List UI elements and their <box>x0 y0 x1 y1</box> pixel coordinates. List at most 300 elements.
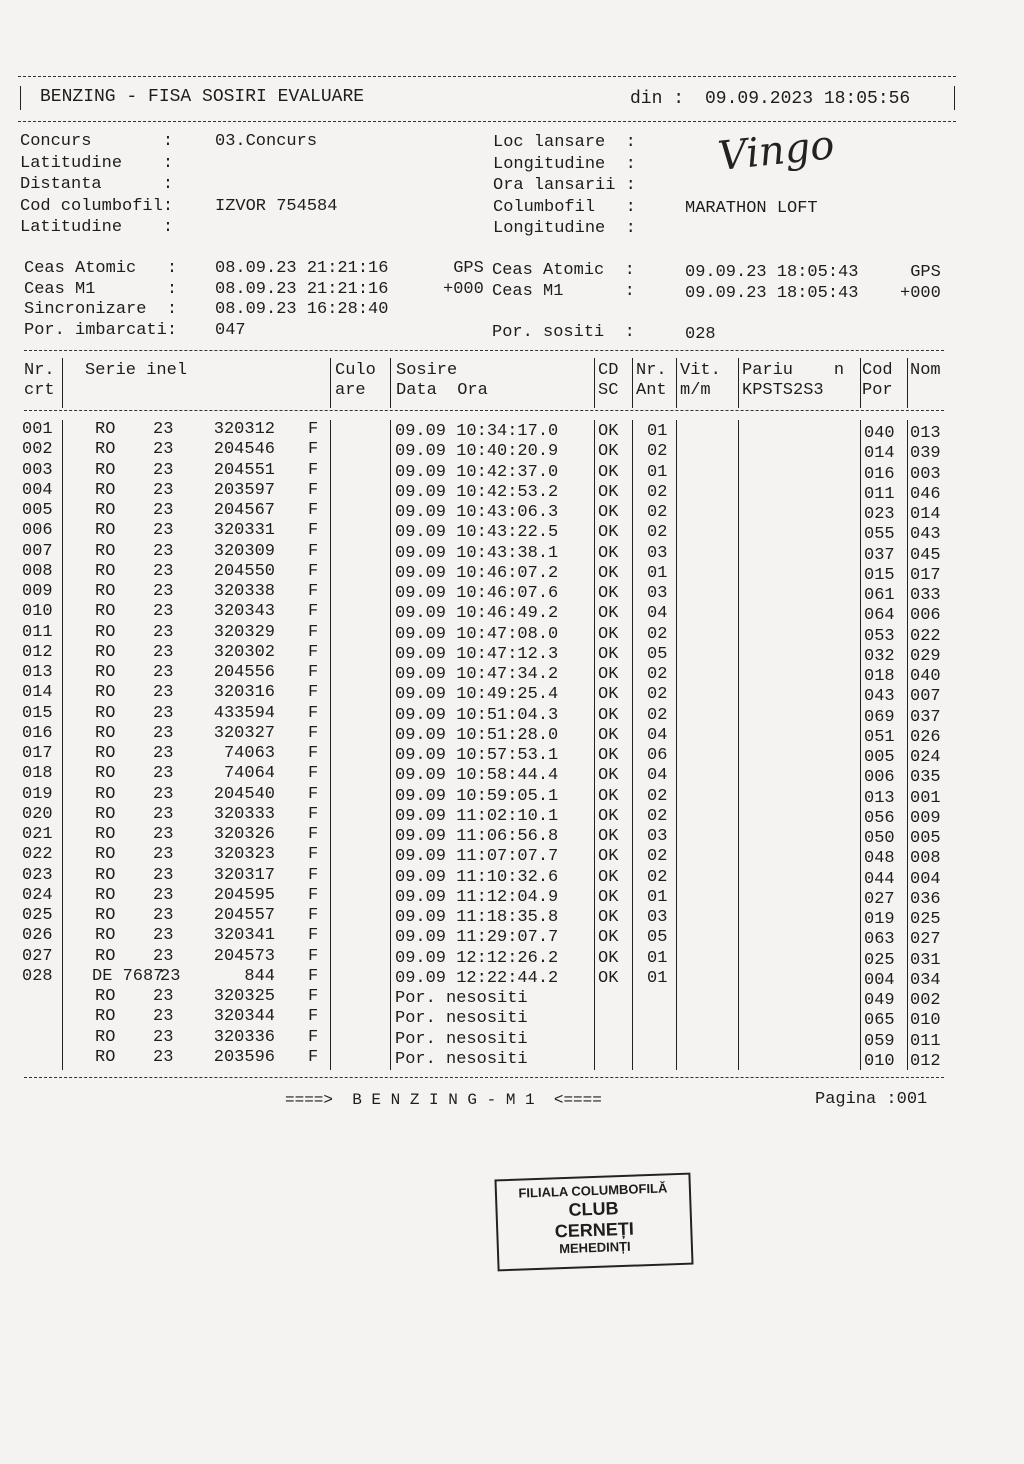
clock-value: 08.09.23 21:21:16 <box>215 259 389 278</box>
ring-number: 74064 <box>223 764 275 784</box>
column-header-cd: CD <box>598 361 619 380</box>
nom-number: 024 <box>910 748 941 767</box>
ring-number: 320316 <box>213 683 275 703</box>
ring-year: 23 <box>153 460 174 480</box>
antenna-number: 02 <box>647 847 668 867</box>
column-header-ant-sub: Ant <box>636 381 667 400</box>
column-header-sosire: Sosire <box>396 361 458 380</box>
info-label: Loc lansare : <box>493 133 636 152</box>
ring-year: 23 <box>153 825 174 844</box>
sex: F <box>308 683 319 703</box>
ring-number: 320333 <box>213 804 275 824</box>
arrival-time: 09.09 10:58:44.4 <box>395 766 559 786</box>
column-divider <box>390 420 391 1070</box>
row-number: 023 <box>22 865 53 885</box>
antenna-number: 02 <box>647 867 668 887</box>
pigeon-code: 049 <box>864 991 895 1010</box>
column-divider <box>860 420 861 1070</box>
antenna-number: 02 <box>647 705 668 725</box>
sex: F <box>308 602 319 622</box>
ring-year: 23 <box>153 906 174 925</box>
row-number: 017 <box>22 744 53 763</box>
column-header-sosire-sub: Data Ora <box>396 381 488 400</box>
arrival-time: 09.09 10:46:07.2 <box>395 563 559 583</box>
column-divider <box>62 358 63 408</box>
column-divider <box>330 358 331 408</box>
ring-year: 23 <box>153 622 174 642</box>
ring-country: RO <box>95 885 116 905</box>
pigeon-code: 019 <box>864 910 895 929</box>
header-border-right <box>954 86 955 110</box>
ring-year: 23 <box>153 1047 174 1067</box>
antenna-number: 03 <box>647 827 668 846</box>
column-header-serie: Serie inel <box>85 361 188 380</box>
ring-number: 204540 <box>213 784 275 804</box>
check-status: OK <box>598 908 619 927</box>
clock-suffix: GPS <box>443 259 484 278</box>
check-status: OK <box>598 705 619 725</box>
sex: F <box>308 541 319 561</box>
info-value: 03.Concurs <box>215 132 318 151</box>
check-status: OK <box>598 503 619 522</box>
info-label: Cod columbofil: <box>20 196 174 216</box>
row-number: 016 <box>22 723 53 743</box>
ring-country: DE 7687 <box>92 966 164 986</box>
table-bottom-rule <box>24 1077 944 1078</box>
column-divider <box>594 420 595 1070</box>
nom-number: 027 <box>910 930 941 950</box>
ring-country: RO <box>95 602 116 622</box>
ring-number: 320329 <box>213 622 275 642</box>
ring-country: RO <box>95 642 116 662</box>
nom-number: 005 <box>910 829 941 848</box>
ring-year: 23 <box>153 987 174 1006</box>
antenna-number: 03 <box>647 584 668 603</box>
sex: F <box>308 784 319 804</box>
antenna-number: 02 <box>647 806 668 826</box>
antenna-number: 01 <box>647 968 668 988</box>
pigeon-code: 063 <box>864 930 895 950</box>
column-header-culoare: Culo <box>335 361 376 380</box>
ring-number: 320327 <box>213 723 275 743</box>
nom-number: 001 <box>910 788 941 808</box>
nom-number: 031 <box>910 950 941 970</box>
nom-number: 006 <box>910 606 941 626</box>
column-header-pariu: Pariu n <box>742 361 845 380</box>
ring-number: 320338 <box>213 582 275 601</box>
ring-number: 203596 <box>213 1047 275 1067</box>
check-status: OK <box>598 806 619 826</box>
pigeon-code: 051 <box>864 727 895 747</box>
ring-country: RO <box>95 926 116 946</box>
report-date-label: din : <box>630 89 685 109</box>
pigeon-code: 037 <box>864 545 895 565</box>
ring-country: RO <box>95 561 116 581</box>
ring-country: RO <box>95 501 116 520</box>
ring-year: 23 <box>153 561 174 581</box>
ring-number: 320323 <box>213 845 275 865</box>
ring-number: 203597 <box>213 480 275 500</box>
clock-suffix: +000 <box>443 279 484 299</box>
row-number: 028 <box>22 966 53 986</box>
column-divider <box>632 358 633 408</box>
ring-year: 23 <box>153 420 174 439</box>
row-number: 024 <box>22 885 53 905</box>
info-label: Columbofil : <box>493 197 636 217</box>
sex: F <box>308 582 319 601</box>
ring-country: RO <box>95 1027 116 1047</box>
pigeon-code: 014 <box>864 444 895 464</box>
ring-country: RO <box>95 663 116 682</box>
arrival-time: 09.09 10:43:22.5 <box>395 523 559 543</box>
footer-banner: ====> B E N Z I N G - M 1 <==== <box>285 1091 602 1109</box>
table-top-rule <box>24 350 944 351</box>
pigeon-code: 064 <box>864 606 895 626</box>
arrival-time: 09.09 10:47:34.2 <box>395 665 559 684</box>
antenna-number: 02 <box>647 442 668 462</box>
ring-number: 204551 <box>213 460 275 480</box>
ring-year: 23 <box>153 946 174 966</box>
column-header-cod: Cod <box>862 361 893 380</box>
sex: F <box>308 845 319 865</box>
arrival-time: 09.09 12:12:26.2 <box>395 948 559 968</box>
ring-country: RO <box>95 1007 116 1027</box>
antenna-number: 05 <box>647 644 668 664</box>
row-number: 026 <box>22 926 53 946</box>
clock-label: Ceas Atomic : <box>492 261 635 280</box>
info-label: Distanta : <box>20 175 174 194</box>
antenna-number: 01 <box>647 948 668 968</box>
pigeon-code: 025 <box>864 950 895 970</box>
clock-value: 09.09.23 18:05:43 <box>685 263 859 282</box>
antenna-number: 02 <box>647 624 668 644</box>
arrival-time: Por. nesositi <box>395 1009 528 1029</box>
row-number: 010 <box>22 602 53 622</box>
row-number: 001 <box>22 420 53 439</box>
arrival-time: 09.09 11:02:10.1 <box>395 806 559 826</box>
sex: F <box>308 663 319 682</box>
table-header-rule <box>24 410 944 411</box>
ring-number: 320344 <box>213 1007 275 1027</box>
signature: Vingo <box>715 122 837 180</box>
sex: F <box>308 764 319 784</box>
row-number: 005 <box>22 501 53 520</box>
antenna-number: 04 <box>647 725 668 745</box>
check-status: OK <box>598 422 619 441</box>
stamp-line-3: CERNEȚI <box>554 1218 635 1242</box>
ring-country: RO <box>95 744 116 763</box>
column-divider <box>594 358 595 408</box>
sex: F <box>308 703 319 723</box>
ring-number: 320331 <box>213 521 275 541</box>
ring-number: 320341 <box>213 926 275 946</box>
ring-country: RO <box>95 683 116 703</box>
nom-number: 029 <box>910 646 941 666</box>
check-status: OK <box>598 523 619 543</box>
ring-number: 320302 <box>213 642 275 662</box>
ring-number: 204567 <box>213 501 275 520</box>
column-divider <box>330 420 331 1070</box>
info-label: Concurs : <box>20 132 174 151</box>
column-divider <box>860 358 861 408</box>
check-status: OK <box>598 928 619 948</box>
pigeon-code: 059 <box>864 1031 895 1051</box>
page-number: Pagina :001 <box>815 1090 928 1109</box>
nom-number: 008 <box>910 849 941 869</box>
nom-number: 040 <box>910 667 941 686</box>
clock-label: Sincronizare : <box>24 300 178 319</box>
check-status: OK <box>598 624 619 644</box>
clock-label: Ceas M1 : <box>24 279 178 299</box>
antenna-number: 01 <box>647 462 668 482</box>
check-status: OK <box>598 725 619 745</box>
check-status: OK <box>598 786 619 806</box>
sex: F <box>308 460 319 480</box>
row-number: 003 <box>22 460 53 480</box>
column-divider <box>907 420 908 1070</box>
antenna-number: 02 <box>647 523 668 543</box>
pigeon-code: 006 <box>864 768 895 788</box>
column-header-nom: Nom <box>910 361 941 380</box>
nom-number: 004 <box>910 869 941 889</box>
nom-number: 022 <box>910 626 941 646</box>
info-label: Ora lansarii : <box>493 176 636 195</box>
row-number: 027 <box>22 946 53 966</box>
arrival-time: 09.09 10:57:53.1 <box>395 746 559 765</box>
column-divider <box>907 358 908 408</box>
ring-number: 204556 <box>213 663 275 682</box>
pigeon-code: 065 <box>864 1011 895 1031</box>
column-divider <box>676 420 677 1070</box>
header-border-left <box>20 86 21 110</box>
column-header-culoare-sub: are <box>335 381 366 400</box>
column-header-pariu-sub: KPSTS2S3 <box>742 381 824 400</box>
ring-number: 204546 <box>213 440 275 460</box>
ring-number: 204557 <box>213 906 275 925</box>
pigeon-code: 044 <box>864 869 895 889</box>
ring-number: 433594 <box>213 703 275 723</box>
ring-country: RO <box>95 946 116 966</box>
ring-year: 23 <box>160 966 181 986</box>
nom-number: 017 <box>910 565 941 585</box>
column-header-nr: Nr. <box>24 361 55 380</box>
arrival-time: Por. nesositi <box>395 1049 528 1069</box>
sex: F <box>308 966 319 986</box>
sex: F <box>308 865 319 885</box>
pigeon-code: 010 <box>864 1051 895 1071</box>
nom-number: 035 <box>910 768 941 788</box>
ring-year: 23 <box>153 521 174 541</box>
nom-number: 007 <box>910 687 941 707</box>
ring-country: RO <box>95 460 116 480</box>
pigeon-code: 050 <box>864 829 895 848</box>
arrival-time: 09.09 11:06:56.8 <box>395 827 559 846</box>
sex: F <box>308 501 319 520</box>
arrival-time: 09.09 10:51:04.3 <box>395 705 559 725</box>
stamp-line-1: FILIALA COLUMBOFILĂ <box>518 1180 668 1201</box>
ring-country: RO <box>95 845 116 865</box>
check-status: OK <box>598 968 619 988</box>
column-divider <box>738 420 739 1070</box>
antenna-number: 02 <box>647 665 668 684</box>
ring-country: RO <box>95 825 116 844</box>
ring-year: 23 <box>153 683 174 703</box>
nom-number: 010 <box>910 1011 941 1031</box>
ring-country: RO <box>95 420 116 439</box>
column-divider <box>62 420 63 1070</box>
sex: F <box>308 622 319 642</box>
nom-number: 037 <box>910 707 941 727</box>
check-status: OK <box>598 604 619 624</box>
pigeon-code: 040 <box>864 424 895 443</box>
club-stamp <box>494 1173 693 1272</box>
ring-country: RO <box>95 703 116 723</box>
nom-number: 039 <box>910 444 941 464</box>
antenna-number: 02 <box>647 786 668 806</box>
ring-country: RO <box>95 521 116 541</box>
sex: F <box>308 1047 319 1067</box>
check-status: OK <box>598 462 619 482</box>
ring-year: 23 <box>153 480 174 500</box>
stamp-line-2: CLUB <box>568 1198 619 1220</box>
pigeon-code: 032 <box>864 646 895 666</box>
check-status: OK <box>598 442 619 462</box>
pigeon-code: 056 <box>864 808 895 828</box>
antenna-number: 03 <box>647 908 668 927</box>
check-status: OK <box>598 665 619 684</box>
ring-number: 320312 <box>213 420 275 439</box>
ring-country: RO <box>95 622 116 642</box>
ring-country: RO <box>95 440 116 460</box>
column-divider <box>676 358 677 408</box>
antenna-number: 04 <box>647 766 668 786</box>
ring-number: 204595 <box>213 885 275 905</box>
pigeon-code: 005 <box>864 748 895 767</box>
antenna-number: 02 <box>647 685 668 705</box>
nom-number: 034 <box>910 970 941 990</box>
arrival-time: 09.09 10:43:38.1 <box>395 543 559 563</box>
ring-year: 23 <box>153 865 174 885</box>
clock-label: Por. imbarcati: <box>24 320 178 340</box>
sex: F <box>308 480 319 500</box>
sex: F <box>308 440 319 460</box>
info-value: MARATHON LOFT <box>685 199 818 218</box>
ring-year: 23 <box>153 541 174 561</box>
arrival-time: 09.09 10:46:07.6 <box>395 584 559 603</box>
row-number: 007 <box>22 541 53 561</box>
ring-country: RO <box>95 541 116 561</box>
row-number: 009 <box>22 582 53 601</box>
arrival-time: 09.09 10:34:17.0 <box>395 422 559 441</box>
ring-country: RO <box>95 764 116 784</box>
ring-year: 23 <box>153 764 174 784</box>
clock-label: Ceas Atomic : <box>24 259 178 278</box>
check-status: OK <box>598 827 619 846</box>
ring-year: 23 <box>153 723 174 743</box>
arrival-time: 09.09 10:40:20.9 <box>395 442 559 462</box>
nom-number: 011 <box>910 1031 941 1051</box>
ring-number: 320309 <box>213 541 275 561</box>
nom-number: 003 <box>910 464 941 484</box>
info-label: Latitudine : <box>20 153 174 173</box>
arrival-time: 09.09 11:07:07.7 <box>395 847 559 867</box>
ring-number: 320336 <box>213 1027 275 1047</box>
pigeon-code: 013 <box>864 788 895 808</box>
row-number: 021 <box>22 825 53 844</box>
ring-country: RO <box>95 987 116 1006</box>
pigeon-code: 018 <box>864 667 895 686</box>
report-title: BENZING - FISA SOSIRI EVALUARE <box>40 87 365 107</box>
arrival-time: 09.09 10:46:49.2 <box>395 604 559 624</box>
clock-value: 08.09.23 21:21:16 <box>215 279 389 299</box>
row-number: 015 <box>22 703 53 723</box>
ring-year: 23 <box>153 784 174 804</box>
ring-year: 23 <box>153 744 174 763</box>
arrival-time: 09.09 10:51:28.0 <box>395 725 559 745</box>
row-number: 014 <box>22 683 53 703</box>
arrival-time: 09.09 12:22:44.2 <box>395 968 559 988</box>
ring-number: 320325 <box>213 987 275 1006</box>
sex: F <box>308 987 319 1006</box>
row-number: 022 <box>22 845 53 865</box>
check-status: OK <box>598 543 619 563</box>
sex: F <box>308 1027 319 1047</box>
arrival-time: 09.09 10:47:08.0 <box>395 624 559 644</box>
check-status: OK <box>598 563 619 583</box>
sex: F <box>308 906 319 925</box>
antenna-number: 02 <box>647 482 668 502</box>
column-divider <box>738 358 739 408</box>
info-label: Longitudine : <box>493 154 636 174</box>
pigeon-code: 053 <box>864 626 895 646</box>
arrival-time: 09.09 10:42:53.2 <box>395 482 559 502</box>
info-value: IZVOR 754584 <box>215 196 338 216</box>
check-status: OK <box>598 644 619 664</box>
check-status: OK <box>598 766 619 786</box>
ring-year: 23 <box>153 501 174 520</box>
ring-country: RO <box>95 804 116 824</box>
pigeon-code: 016 <box>864 464 895 484</box>
header-border-bottom <box>18 121 956 122</box>
row-number: 004 <box>22 480 53 500</box>
nom-number: 002 <box>910 991 941 1010</box>
arrival-time: 09.09 11:10:32.6 <box>395 867 559 887</box>
column-header-nr-sub: crt <box>24 381 55 400</box>
row-number: 018 <box>22 764 53 784</box>
arrival-time: 09.09 10:47:12.3 <box>395 644 559 664</box>
nom-number: 043 <box>910 525 941 545</box>
clock-value: 09.09.23 18:05:43 <box>685 283 859 303</box>
clock-label: Por. sositi : <box>492 322 635 342</box>
arrival-time: 09.09 11:12:04.9 <box>395 887 559 907</box>
header-border-top <box>18 76 956 77</box>
ring-number: 320326 <box>213 825 275 844</box>
pigeon-code: 048 <box>864 849 895 869</box>
ring-year: 23 <box>153 642 174 662</box>
row-number: 011 <box>22 622 53 642</box>
sex: F <box>308 825 319 844</box>
antenna-number: 06 <box>647 746 668 765</box>
row-number: 025 <box>22 906 53 925</box>
nom-number: 026 <box>910 727 941 747</box>
sex: F <box>308 744 319 763</box>
sex: F <box>308 804 319 824</box>
row-number: 012 <box>22 642 53 662</box>
ring-number: 320343 <box>213 602 275 622</box>
ring-number: 844 <box>244 966 275 986</box>
clock-value: 08.09.23 16:28:40 <box>215 300 389 319</box>
ring-year: 23 <box>153 440 174 460</box>
